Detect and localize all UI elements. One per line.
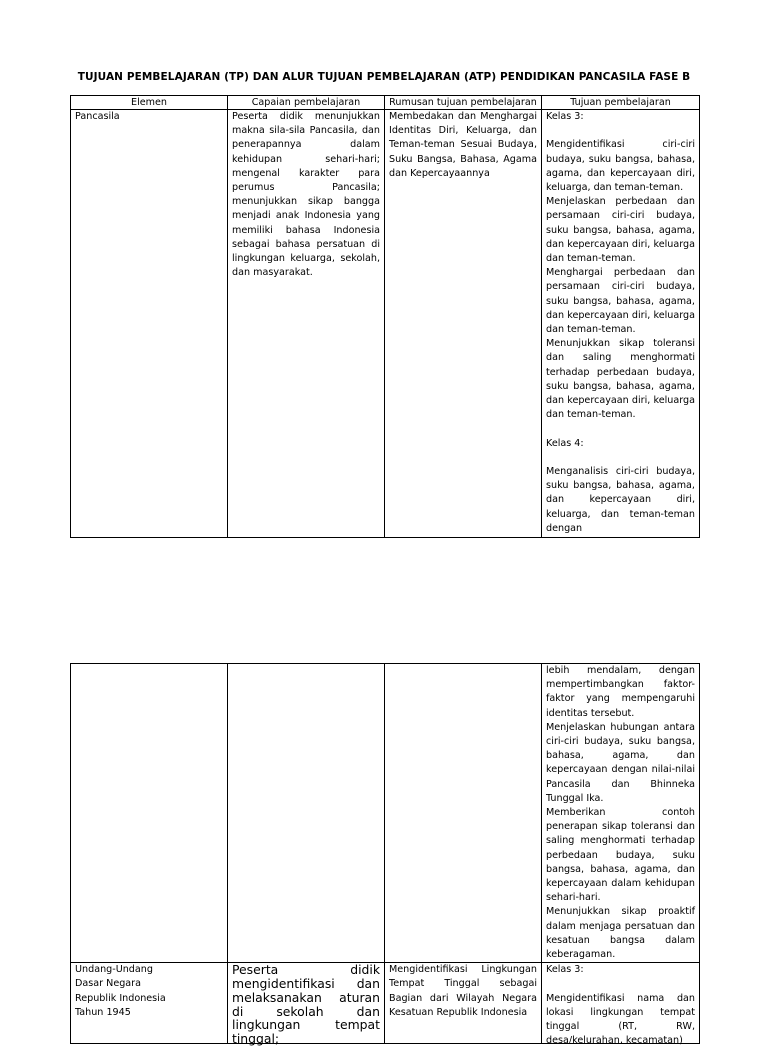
table-row	[71, 664, 700, 963]
table-row	[71, 963, 700, 1044]
tujuan-item: Mengidentifikasi nama dan lokasi lingkungan tempat tinggal (RT, RW, desa/kelurahan, kecamatan)	[546, 992, 695, 1047]
tujuan-item: Mengidentifikasi ciri-ciri budaya, suku bangsa, bahasa, agama, dan kepercayaan diri, keluarga, dan teman-teman.	[546, 139, 695, 193]
elemen-cell	[71, 963, 228, 1044]
page-title: TUJUAN PEMBELAJARAN (TP) DAN ALUR TUJUAN PEMBELAJARAN (ATP) PENDIDIKAN PANCASILA FASE B	[77, 71, 691, 83]
rumusan-cell: Membedakan dan Menghargai Identitas Diri, Keluarga, dan Teman-teman Sesuai Budaya, Suku Bangsa, Bahasa, Agama dan Kepercayaannya	[385, 110, 542, 538]
elemen-cell: Pancasila	[71, 110, 228, 538]
tujuan-item: lebih mendalam, dengan mempertimbangkan faktor-faktor yang mempengaruhi identitas tersebut.	[546, 665, 695, 719]
kelas-3-label: Kelas 3:	[546, 964, 584, 976]
elemen-line: Undang-Undang	[75, 964, 153, 976]
tujuan-item: Menjelaskan hubungan antara ciri-ciri budaya, suku bangsa, bahasa, agama, dan kepercayaan dengan nilai-nilai Pancasila dan Bhinneka Tunggal Ika.	[546, 721, 695, 804]
rumusan-cell: Mengidentifikasi Lingkungan Tempat Tinggal sebagai Bagian dari Wilayah Negara Kesatuan Republik Indonesia	[385, 963, 542, 1044]
atp-table-part-2	[70, 663, 700, 1047]
tujuan-item: Menghargai perbedaan dan persamaan ciri-ciri budaya, suku bangsa, bahasa, agama, dan kepercayaan diri, keluarga dan teman-teman.	[546, 267, 695, 336]
table-row	[71, 110, 700, 538]
header-capaian: Capaian pembelajaran	[228, 96, 385, 110]
table-header-row	[71, 96, 700, 110]
tujuan-cell	[542, 110, 700, 538]
header-rumusan: Rumusan tujuan pembelajaran	[385, 96, 542, 110]
tujuan-item: Memberikan contoh penerapan sikap toleransi dan saling menghormati terhadap perbedaan budaya, suku bangsa, bahasa, agama, dan kepercayaan dalam kehidupan sehari-hari.	[546, 807, 695, 904]
elemen-line: Tahun 1945	[75, 1006, 131, 1018]
kelas-4-label: Kelas 4:	[546, 437, 584, 449]
atp-table-part-1	[70, 95, 700, 538]
tujuan-cell	[542, 664, 700, 963]
tujuan-cell	[542, 963, 700, 1047]
capaian-cell: Peserta didik menunjukkan makna sila-sila Pancasila, dan penerapannya dalam kehidupan sehari-hari; mengenal karakter para perumus Pancasila; menunjukkan sikap bangga menjadi anak Indonesia yang memiliki bahasa Indonesia sebagai bahasa persatuan di lingkungan keluarga, sekolah, dan masyarakat.	[228, 110, 385, 538]
elemen-cell-empty	[71, 664, 228, 963]
kelas-3-label: Kelas 3:	[546, 111, 584, 122]
elemen-line: Republik Indonesia	[75, 992, 166, 1004]
tujuan-item: Menunjukkan sikap toleransi dan saling menghormati terhadap perbedaan budaya, suku bangsa, bahasa, agama, dan kepercayaan diri, keluarga dan teman-teman.	[546, 338, 695, 421]
tujuan-item: Menganalisis ciri-ciri budaya, suku bangsa, bahasa, agama, dan kepercayaan diri, keluarga, dan teman-teman dengan	[546, 466, 695, 534]
rumusan-cell-empty	[385, 664, 542, 963]
capaian-text: Peserta didik mengidentifikasi dan melaksanakan aturan di sekolah dan lingkungan tempat tinggal;	[232, 962, 380, 1047]
capaian-cell	[228, 962, 385, 1047]
tujuan-item: Menjelaskan perbedaan dan persamaan ciri-ciri budaya, suku bangsa, bahasa, agama, dan kepercayaan diri, keluarga dan teman-teman.	[546, 196, 695, 265]
elemen-line: Dasar Negara	[75, 978, 142, 990]
tujuan-item: Menunjukkan sikap proaktif dalam menjaga persatuan dan kesatuan bangsa dalam keberagaman.	[546, 906, 695, 961]
header-elemen: Elemen	[71, 96, 228, 110]
header-tujuan: Tujuan pembelajaran	[542, 96, 700, 110]
capaian-cell-empty	[228, 664, 385, 963]
